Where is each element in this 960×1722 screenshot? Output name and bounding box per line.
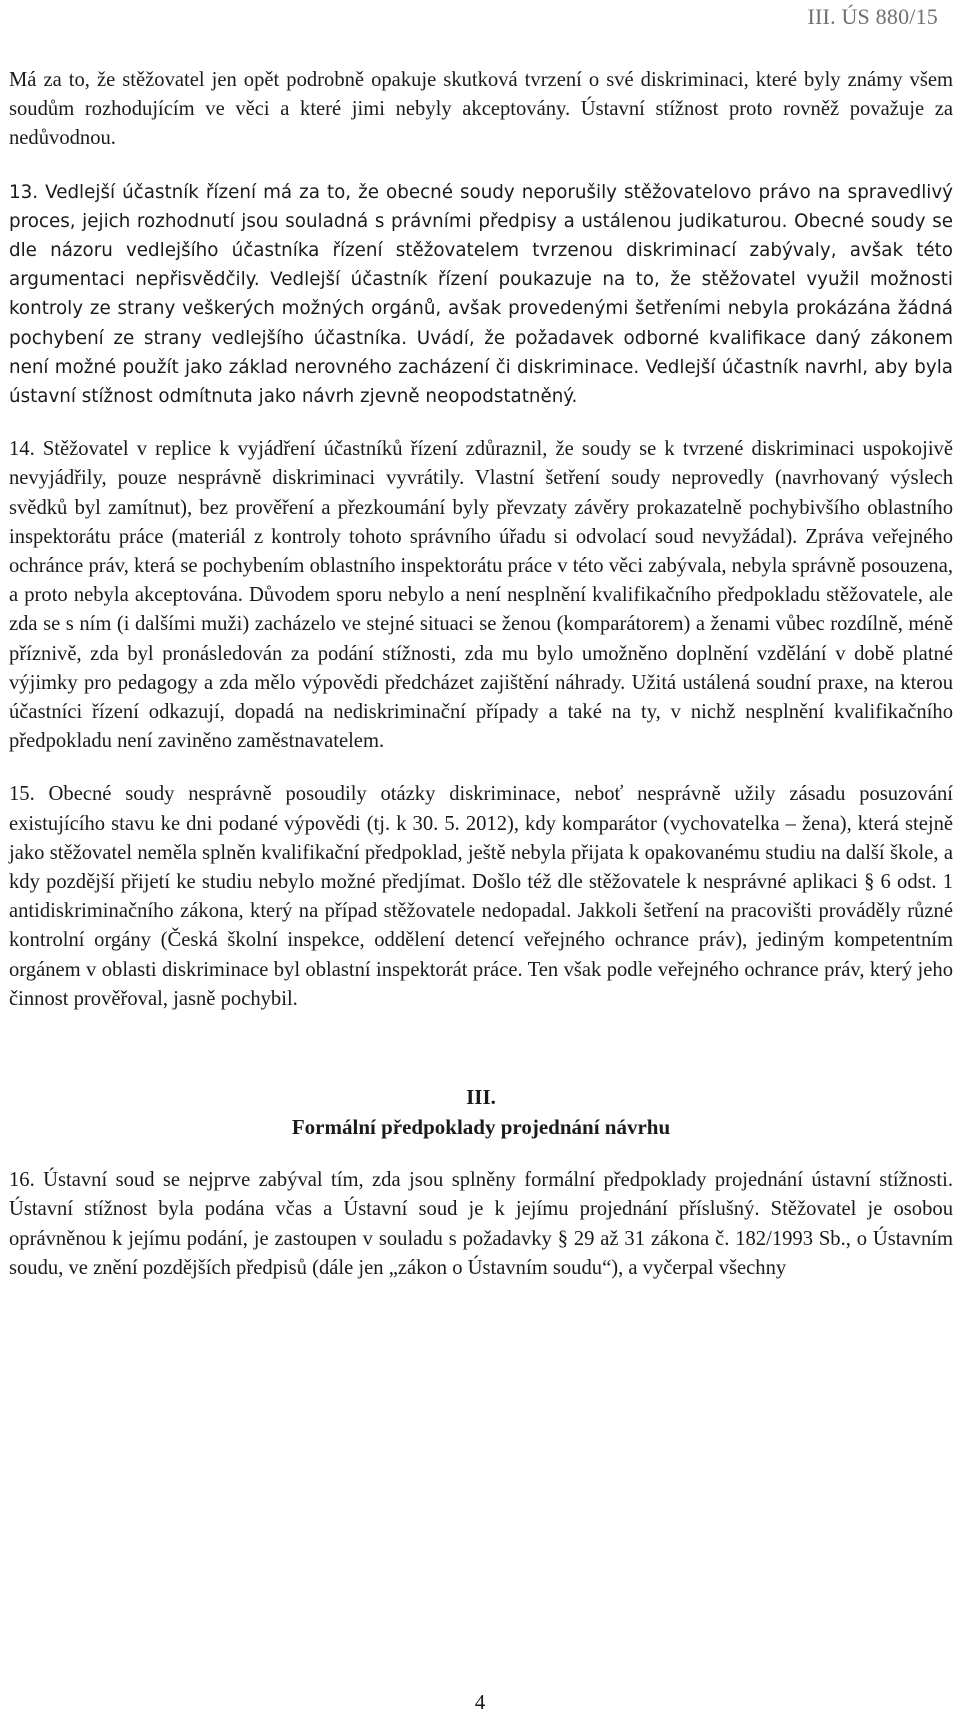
- paragraph-13-part-3: Uvádí, že požadavek odborné kvalifikace daný zákonem není možné použít jako základ nerovného zacházení či diskriminace. Vedlejší účastník navrhl, aby byla ústavní stížnost odmítnuta jako návrh zjevně neopodstatněný.: [9, 327, 953, 408]
- section-title: Formální předpoklady projednání návrhu: [291, 1115, 671, 1140]
- paragraph-14: 14. Stěžovatel v replice k vyjádření účastníků řízení zdůraznil, že soudy se k tvrzené diskriminaci uspokojivě nevyjádřily, pouze nesprávně diskriminaci vyvrátily. Vlastní šetření soudy neprovedly (navrhovaný výslech svědků byl zamítnut), bez prověření a přezkoumání byly převzaty závěry prokazatelně pochybivšího oblastního inspektorátu práce (materiál z kontroly tohoto správního úřadu si odvolací soud nevyžádal). Zpráva veřejného ochránce práv, která se pochybením oblastního inspektorátu práce v této věci zabývala, nebyla správně posouzena, a proto nebyla akceptována. Důvodem sporu nebylo a není nesplnění kvalifikačního předpokladu stěžovatele, ale zda se s ním (i dalšími muži) zacházelo ve stejné situaci se ženou (komparátorem) a ženami vůbec rozdílně, méně příznivě, zda byl pronásledován za podání stížnosti, zda mu bylo umožněno doplnění vzdělání v době platné výjimky pro pedagogy a zda mělo výpovědi předcházet zajištění náhrady. Užitá ustálená soudní praxe, na kterou účastníci řízení odkazují, dopadá na nediskriminační případy a také na ty, v nichž nesplnění kvalifikačního předpokladu není zaviněno zaměstnavatelem.: [9, 438, 953, 753]
- document-body: [9, 66, 953, 1283]
- paragraph-15: 15. Obecné soudy nesprávně posoudily otázky diskriminace, neboť nesprávně užily zásadu posuzování existujícího stavu ke dni podané výpovědi (tj. k 30. 5. 2012), kdy komparátor (vychovatelka – žena), která stejně jako stěžovatel neměla splněn kvalifikační předpoklad, ještě nebyla přijata k opakovanému studiu na další škole, a kdy pozdější přijetí ke studiu nebylo možné předjímat. Došlo též dle stěžovatele k nesprávné aplikaci § 6 odst. 1 antidiskriminačního zákona, který na případ stěžovatele nedopadal. Jakkoli šetření na pracovišti prováděly různé kontrolní orgány (Česká školní inspekce, oddělení detencí veřejného ochrance práv), jediným kompetentním orgánem v oblasti diskriminace byl oblastní inspektorát práce. Ten však podle veřejného ochrance práv, který jeho činnost prověřoval, jasně pochybil.: [9, 783, 953, 1010]
- paragraph-intro: Má za to, že stěžovatel jen opět podrobně opakuje skutková tvrzení o své diskriminaci, které byly známy všem soudům rozhodujícím ve věci a které jimi nebyly akceptovány. Ústavní stížnost proto rovněž považuje za nedůvodnou.: [9, 69, 953, 150]
- paragraph-16: 16. Ústavní soud se nejprve zabýval tím, zda jsou splněny formální předpoklady projednání ústavní stížnosti. Ústavní stížnost byla podána včas a Ústavní soud je k jejímu projednání příslušný. Stěžovatel je osobou oprávněnou k jejímu podání, je zastoupen v souladu s požadavky § 29 až 31 zákona č. 182/1993 Sb., o Ústavním soudu, ve znění pozdějších předpisů (dále jen „zákon o Ústavním soudu“), a vyčerpal všechny: [9, 1169, 953, 1279]
- paragraph-13: [9, 178, 953, 412]
- paragraph-13-part-2: Vedlejší účastník řízení poukazuje na to, že stěžovatel využil možnosti kontroly ze strany veškerých možných orgánů, avšak provedenými šetřeními nebyla prokázána žádná pochybení ze strany vedlejšího účastníka.: [9, 269, 953, 349]
- page-number: 4: [474, 1690, 486, 1714]
- section-numeral: III.: [466, 1085, 496, 1110]
- case-number-header: III. ÚS 880/15: [807, 4, 938, 29]
- paragraph-13-part-1: 13. Vedlejší účastník řízení má za to, že obecné soudy neporušily stěžovatelovo právo na spravedlivý proces, jejich rozhodnutí jsou souladná s právními předpisy a ustálenou judikaturou. Obecné soudy se dle názoru vedlejšího účastníka řízení stěžovatelem tvrzenou diskriminací zabývaly, avšak této argumentaci nepřisvědčily.: [9, 181, 953, 291]
